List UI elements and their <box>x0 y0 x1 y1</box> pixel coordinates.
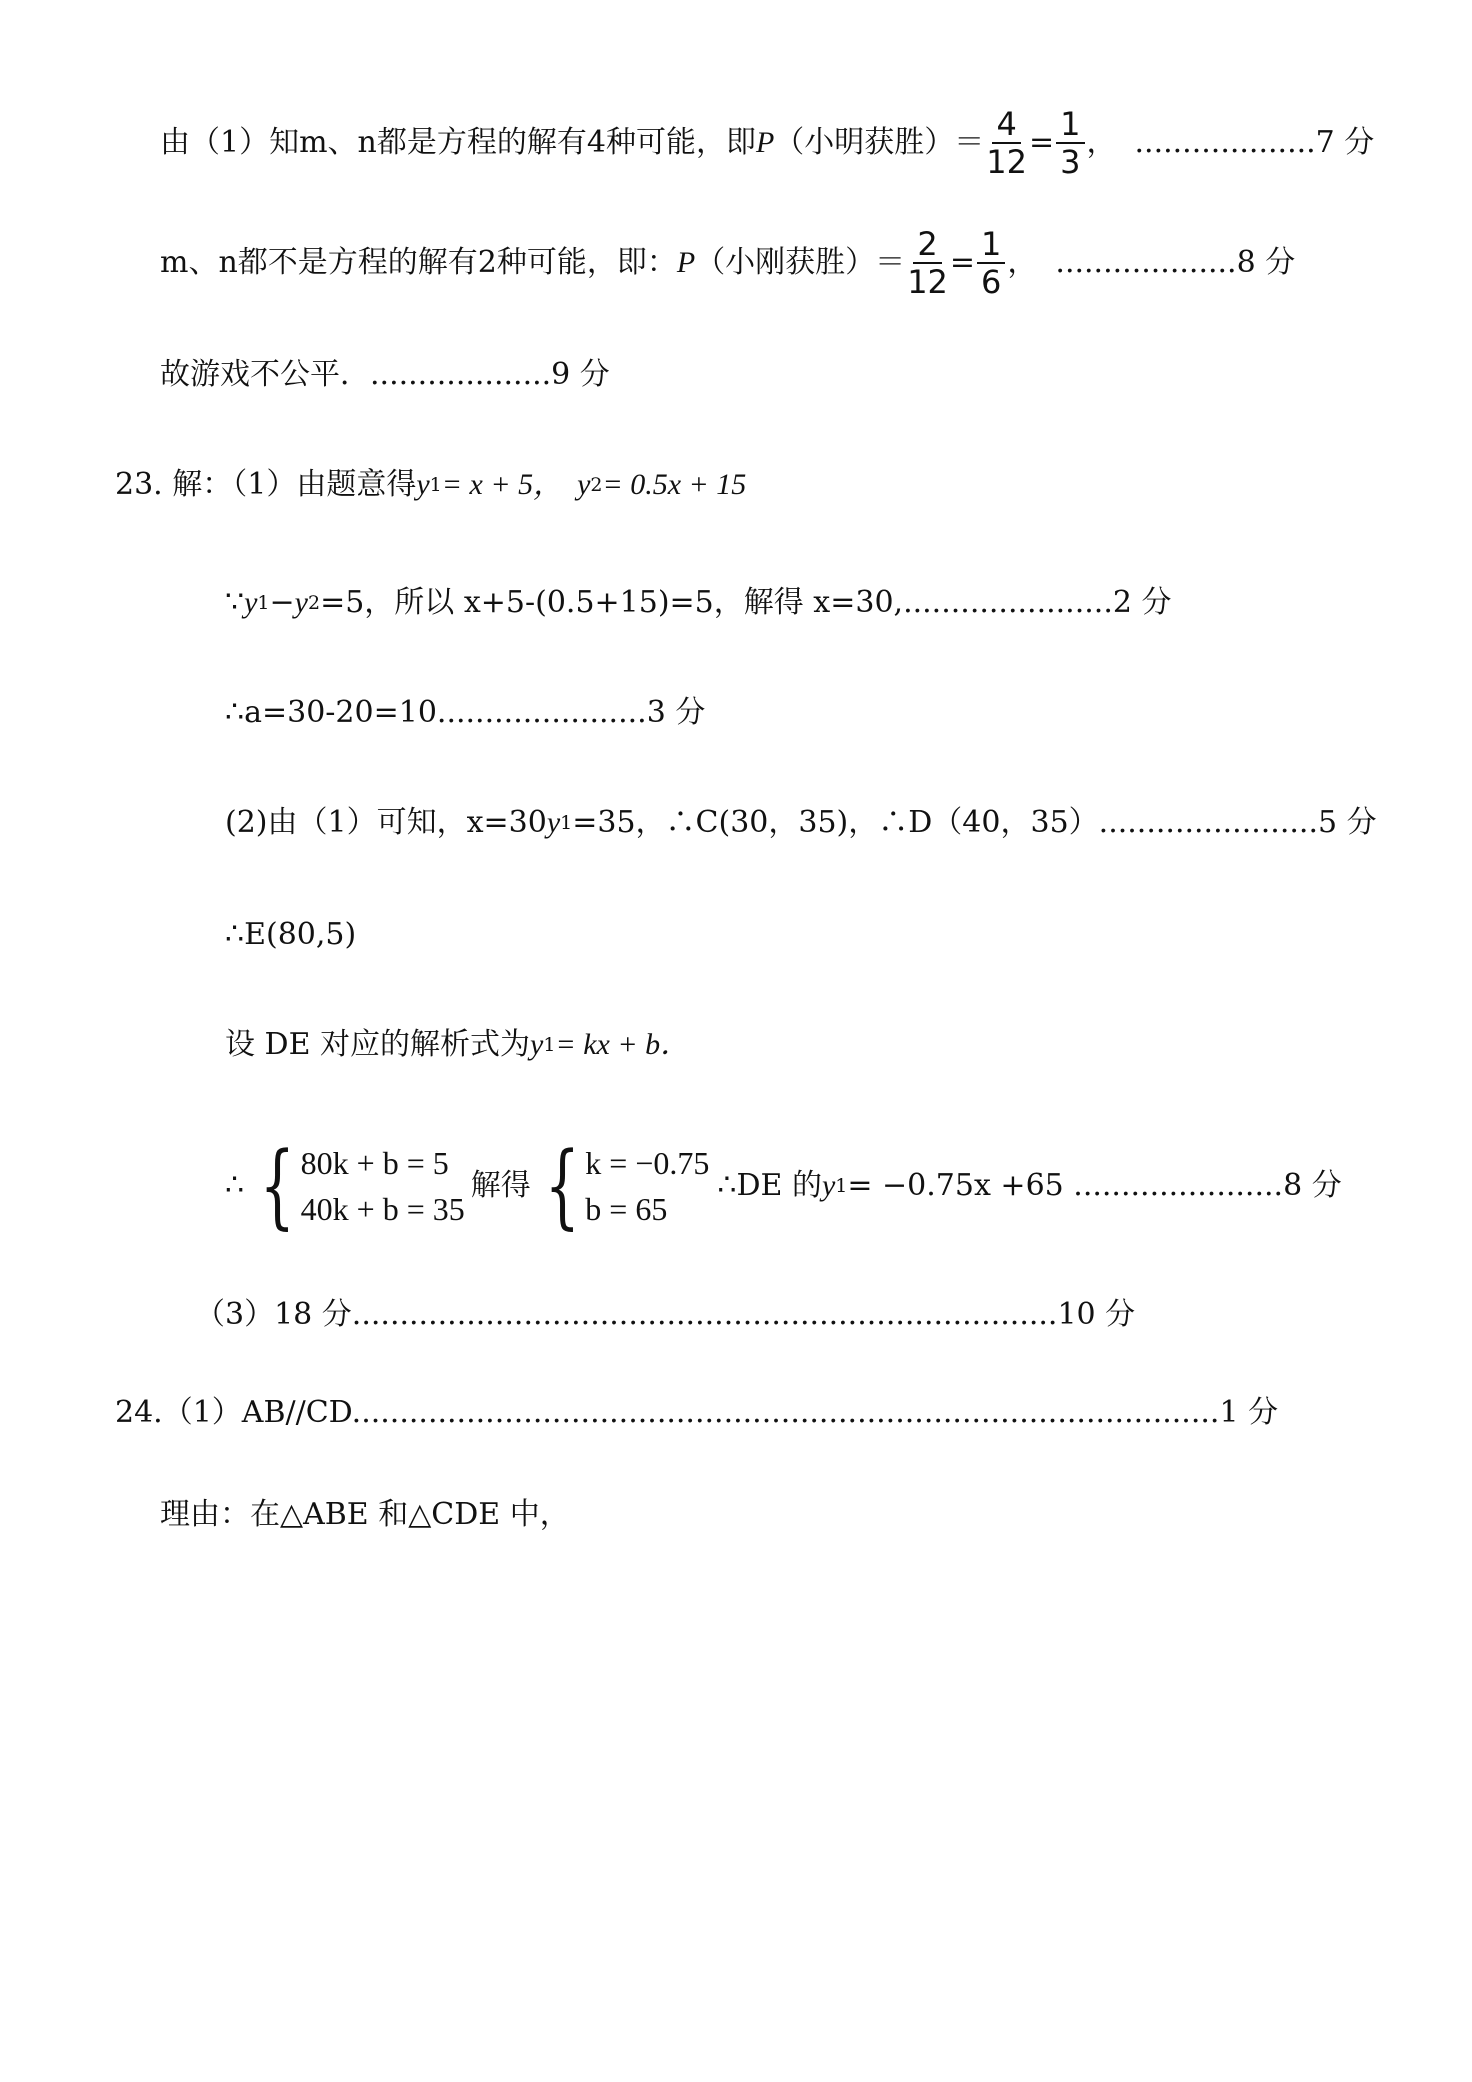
brace: { <box>259 1132 295 1239</box>
text-segment: 24.（1）AB//CD...........................................................................................1 分 <box>115 1395 1279 1430</box>
score: ...................7 分 <box>1134 125 1375 160</box>
equation-stack <box>301 1147 465 1225</box>
line-probability-xiaogang <box>160 225 1296 301</box>
text-segment: ∴a=30-20=10......................3 分 <box>225 695 706 730</box>
line-point-e <box>225 917 357 952</box>
denominator: 12 <box>986 143 1027 181</box>
var-y: y <box>294 586 308 619</box>
because-symbol: ∵ <box>225 585 245 620</box>
denominator: 6 <box>981 263 1002 301</box>
line-reason <box>160 1497 570 1532</box>
comma: ， <box>1086 125 1117 160</box>
var-y: y <box>577 468 591 501</box>
equation: b = 65 <box>585 1191 668 1227</box>
line-q23-part2: (2)由（1）可知，x=30 y 1 =35，∴C(30，35)，∴D（40，35）.......................5 分 <box>225 805 1377 840</box>
text-segment: ∴E(80,5) <box>225 917 357 952</box>
equation-system-1 <box>248 1132 465 1239</box>
fraction-4-12 <box>986 105 1027 181</box>
var-y: y <box>530 1028 544 1061</box>
fraction-1-6 <box>977 225 1005 301</box>
text-segment: 设 DE 对应的解析式为 <box>225 1027 531 1062</box>
line-set-de: 设 DE 对应的解析式为 y 1 = kx + b． <box>225 1027 691 1062</box>
prob-symbol: P <box>755 126 775 159</box>
text-segment: m、n都不是方程的解有2种可能，即： <box>160 245 677 280</box>
solve-label: 解得 <box>470 1168 531 1203</box>
numerator: 1 <box>1056 108 1084 144</box>
equation: = x + 5， <box>441 468 564 501</box>
text-segment: (2)由（1）可知，x=30 <box>225 805 547 840</box>
denominator: 12 <box>907 263 948 301</box>
text-segment: ∴DE 的 <box>717 1168 822 1203</box>
text-segment: （3）18 分..........................................................................10 分 <box>195 1297 1136 1332</box>
equation: = 0.5x + 15 <box>602 468 747 501</box>
fraction-2-12 <box>907 225 948 301</box>
var-y: y <box>821 1169 836 1202</box>
text-segment: 由（1）知m、n都是方程的解有4种可能，即 <box>160 125 756 160</box>
text-segment: 故游戏不公平．...................9 分 <box>160 357 610 392</box>
equation: k = −0.75 <box>585 1145 710 1181</box>
line-q24-part1 <box>115 1395 1279 1430</box>
therefore-symbol: ∴ <box>225 1168 245 1203</box>
numerator: 1 <box>977 228 1005 264</box>
brace: { <box>544 1132 580 1239</box>
fraction-1-3 <box>1056 105 1084 181</box>
denominator: 3 <box>1060 143 1081 181</box>
equation-stack <box>585 1147 709 1225</box>
line-q23-part1: 23. 解：（1）由题意得 y 1 = x + 5， y 2 = 0.5x + 15 <box>115 467 747 502</box>
var-y: y <box>244 586 258 619</box>
score: ...................8 分 <box>1055 245 1296 280</box>
equals: = <box>1029 125 1055 160</box>
equation: = kx + b． <box>555 1028 691 1061</box>
equals: = <box>949 245 976 280</box>
minus: − <box>269 585 295 620</box>
var-y: y <box>546 806 561 839</box>
text-segment: =35，∴C(30，35)，∴D（40，35）.......................5 分 <box>572 805 1377 840</box>
equation-system-2 <box>533 1132 710 1239</box>
equation: 40k + b = 35 <box>300 1191 465 1227</box>
line-q23-part3 <box>195 1297 1136 1332</box>
prob-symbol: P <box>676 246 696 279</box>
equation: 80k + b = 5 <box>300 1145 449 1181</box>
numerator: 2 <box>913 228 941 264</box>
comma: ， <box>1007 245 1038 280</box>
var-y: y <box>416 468 430 501</box>
line-equation-system: ∴ { 80k + b = 5 40k + b = 35 解得 { k = −0.75 b = 65 ∴DE 的 y 1 = −0.75x +65 ......................8 分 <box>225 1132 1342 1239</box>
event-label: （小刚获胜）＝ <box>695 245 906 280</box>
text-segment: 23. 解：（1）由题意得 <box>115 467 417 502</box>
text-segment: =5，所以 x+5-(0.5+15)=5，解得 x=30,......................2 分 <box>320 585 1172 620</box>
text-segment: 理由：在△ABE 和△CDE 中， <box>160 1497 570 1532</box>
event-label: （小明获胜）＝ <box>774 125 985 160</box>
line-conclusion-unfair <box>160 357 610 392</box>
line-a-value <box>225 695 706 730</box>
line-because-difference: ∵ y 1 − y 2 =5，所以 x+5-(0.5+15)=5，解得 x=30,......................2 分 <box>225 585 1172 620</box>
numerator: 4 <box>992 108 1020 144</box>
line-probability-xiaoming <box>160 105 1375 181</box>
text-segment: = −0.75x +65 ......................8 分 <box>847 1168 1342 1203</box>
